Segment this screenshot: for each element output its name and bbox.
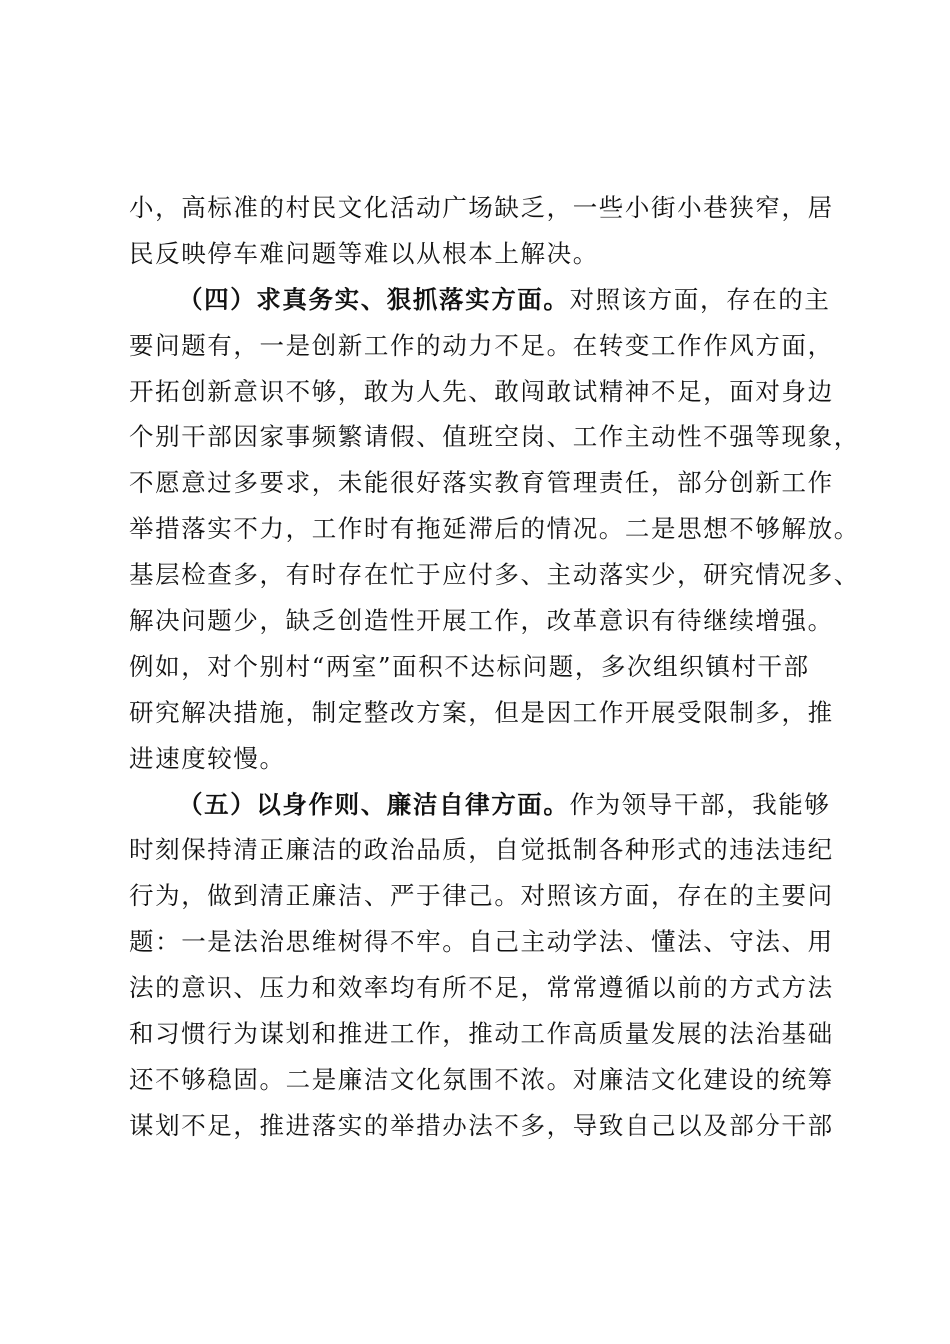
- body-text-fragment: 作为领导干部，我能够: [569, 789, 831, 819]
- body-text-line: 还不够稳固。二是廉洁文化氛围不浓。对廉洁文化建设的统筹: [129, 1064, 834, 1094]
- body-text-line: 例如，对个别村“两室”面积不达标问题，多次组织镇村干部: [129, 651, 810, 681]
- body-text-fragment: 对照该方面，存在的主: [569, 284, 831, 314]
- body-text-line: 时刻保持清正廉洁的政治品质，自觉抵制各种形式的违法违纪: [129, 835, 834, 865]
- body-text-line: 基层检查多，有时存在忙于应付多、主动落实少，研究情况多、: [129, 560, 860, 590]
- body-text-line: 个别干部因家事频繁请假、值班空岗、工作主动性不强等现象，: [129, 422, 860, 452]
- body-text-line: 要问题有，一是创新工作的动力不足。在转变工作作风方面，: [129, 330, 834, 360]
- body-text-line: 解决问题少，缺乏创造性开展工作，改革意识有待继续增强。: [129, 606, 834, 636]
- body-text-line: 法的意识、压力和效率均有所不足，常常遵循以前的方式方法: [129, 973, 834, 1003]
- section-heading-4: （四）求真务实、狠抓落实方面。: [178, 284, 570, 314]
- body-text-line: 研究解决措施，制定整改方案，但是因工作开展受限制多，推: [129, 697, 834, 727]
- body-text-line: 小，高标准的村民文化活动广场缺乏，一些小街小巷狭窄，居: [129, 193, 834, 222]
- body-text-line: 行为，做到清正廉洁、严于律己。对照该方面，存在的主要问: [129, 881, 834, 911]
- section-heading-5: （五）以身作则、廉洁自律方面。: [178, 789, 570, 819]
- paragraph-first-line: [129, 782, 849, 828]
- paragraph-first-line: [129, 277, 849, 323]
- document-body: [129, 185, 860, 1149]
- body-text-line: 民反映停车难问题等难以从根本上解决。: [129, 238, 599, 268]
- body-text-line: 开拓创新意识不够，敢为人先、敢闯敢试精神不足，面对身边: [129, 376, 834, 406]
- body-text-line: 举措落实不力，工作时有拖延滞后的情况。二是思想不够解放。: [129, 514, 860, 544]
- body-text-line: 题：一是法治思维树得不牢。自己主动学法、懂法、守法、用: [129, 927, 834, 957]
- body-text-line: 不愿意过多要求，未能很好落实教育管理责任，部分创新工作: [129, 468, 834, 498]
- body-text-line: 谋划不足，推进落实的举措办法不多，导致自己以及部分干部: [129, 1110, 834, 1140]
- body-text-line: 进速度较慢。: [129, 743, 286, 773]
- body-text-line: 和习惯行为谋划和推进工作，推动工作高质量发展的法治基础: [129, 1019, 834, 1049]
